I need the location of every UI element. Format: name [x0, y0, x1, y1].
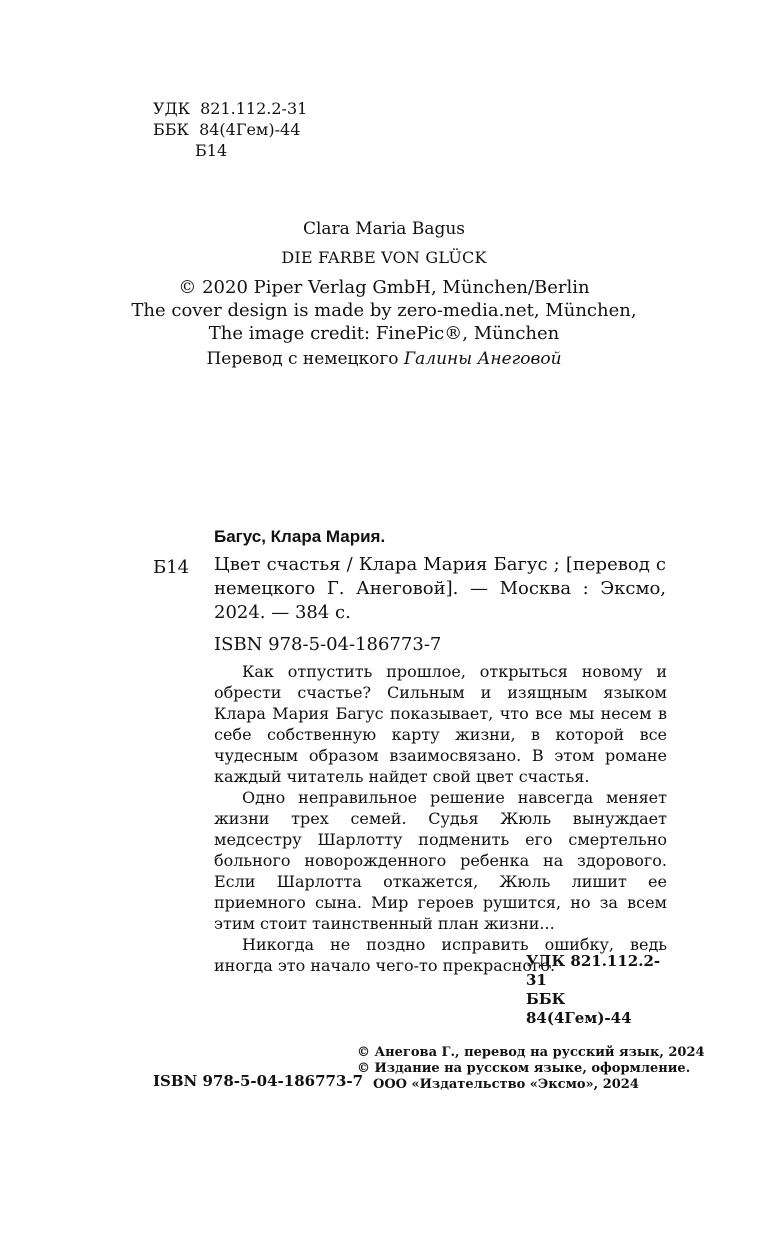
annotation-paragraph: Одно неправильное решение навсегда меняет жизни трех семей. Судья Жюль вынуждает медсестру Шарлотту подменить его смертельно больного новорожденного ребенка на здорового. Если Шарлотта откажется, Жюль лишит ее приемного сына. Мир героев рушится, но за всем этим стоит таинственный план жизни... [214, 788, 667, 933]
translator-line [100, 349, 668, 369]
translation-copyright: © Анегова Г., перевод на русский язык, 2024 [357, 1045, 705, 1060]
copyright-block [357, 1045, 705, 1093]
catalog-author-heading: Багус, Клара Мария. [214, 527, 386, 546]
edition-copyright: © Издание на русском языке, оформление. [357, 1061, 691, 1076]
classification-header [153, 98, 307, 161]
cover-credit: The cover design is made by zero-media.net, München, [131, 300, 637, 321]
rights-block [100, 276, 668, 345]
bbk-code: ББК 84(4Гем)-44 [153, 120, 301, 139]
annotation-paragraph: Как отпустить прошлое, открыться новому и обрести счастье? Сильным и изящным языком Клара Мария Багус показывает, что все мы несем в себе собственную карту жизни, в которой все чудесным образом взаимосвязано. В этом романе каждый читатель найдет свой цвет счастья. [214, 662, 667, 786]
classification-footer [440, 952, 662, 1028]
original-copyright: © 2020 Piper Verlag GmbH, München/Berlin [178, 277, 590, 298]
catalog-author-mark: Б14 [153, 557, 190, 578]
translation-prefix: Перевод с немецкого [206, 349, 399, 369]
isbn-footer: ISBN 978-5-04-186773-7 [153, 1072, 364, 1090]
publisher-copyright: ООО «Издательство «Эксмо», 2024 [373, 1077, 639, 1092]
udk-code-bottom: УДК 821.112.2-31 [526, 952, 661, 989]
original-title: DIE FARBE VON GLÜCK [281, 248, 487, 267]
catalog-isbn: ISBN 978-5-04-186773-7 [214, 634, 442, 655]
image-credit: The image credit: FinePic®, München [208, 323, 560, 344]
bbk-code-bottom: ББК 84(4Гем)-44 [526, 990, 632, 1027]
author-mark: Б14 [195, 141, 228, 160]
original-author: Clara Maria Bagus [302, 219, 466, 239]
annotation-paragraph: Никогда не поздно исправить ошибку, ведь иногда это начало чего-то прекрасного. [214, 935, 667, 975]
translator-name: Галины Анеговой [403, 349, 562, 369]
udk-code: УДК 821.112.2-31 [153, 99, 308, 118]
catalog-description: Цвет счастья / Клара Мария Багус ; [перевод с немецкого Г. Анеговой]. — Москва : Эксмо, 2024. — 384 с. [214, 554, 666, 623]
annotation [214, 661, 667, 976]
